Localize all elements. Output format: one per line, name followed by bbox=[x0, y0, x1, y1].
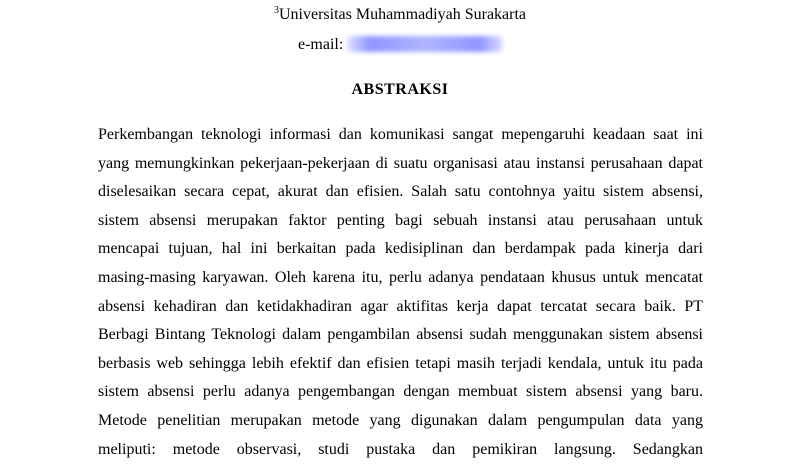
abstract-line: Perkembangan teknologi informasi dan komunikasi sangat mepengaruhi keadaan saat ini bbox=[98, 126, 703, 143]
abstract-line: berbasis web sehingga lebih efektif dan efisien tetapi masih terjadi kendala, untuk itu pada bbox=[98, 354, 703, 372]
abstract-body bbox=[98, 121, 703, 464]
author-affiliation bbox=[0, 5, 800, 25]
affiliation-text: Universitas Muhammadiyah Surakarta bbox=[278, 6, 527, 23]
abstract-heading: ABSTRAKSI bbox=[351, 81, 449, 98]
abstract-line: sistem absensi perlu adanya pengembangan dengan membuat sistem absensi yang baru. bbox=[98, 383, 703, 401]
abstract-line: masing-masing karyawan. Oleh karena itu, perlu adanya pendataan khusus untuk mencatat bbox=[98, 268, 703, 286]
author-email bbox=[298, 35, 503, 55]
redacted-email-blur bbox=[347, 36, 503, 52]
affiliation-marker: 3 bbox=[273, 5, 279, 16]
abstract-line: Metode penelitian merupakan metode yang digunakan dalam pengumpulan data yang bbox=[98, 411, 703, 429]
abstract-line: sistem absensi merupakan faktor penting bagi sebuah instansi atau perusahaan untuk bbox=[98, 211, 703, 229]
abstract-line: yang memungkinkan pekerjaan-pekerjaan di suatu organisasi atau instansi perusahaan dapat bbox=[98, 154, 703, 172]
abstract-line: absensi kehadiran dan ketidakhadiran agar aktifitas kerja dapat tercatat secara baik. PT bbox=[98, 297, 703, 315]
email-label: e-mail: bbox=[298, 36, 344, 53]
abstract-line: mencapai tujuan, hal ini berkaitan pada kedisiplinan dan berdampak pada kinerja dari bbox=[98, 240, 703, 258]
abstract-line: diselesaikan secara cepat, akurat dan efisien. Salah satu contohnya yaitu sistem absensi, bbox=[98, 183, 703, 201]
abstract-line: meliputi: metode observasi, studi pustaka dan pemikiran langsung. Sedangkan bbox=[98, 440, 703, 458]
abstract-line: Berbagi Bintang Teknologi dalam pengambilan absensi sudah menggunakan sistem absensi bbox=[98, 326, 703, 344]
